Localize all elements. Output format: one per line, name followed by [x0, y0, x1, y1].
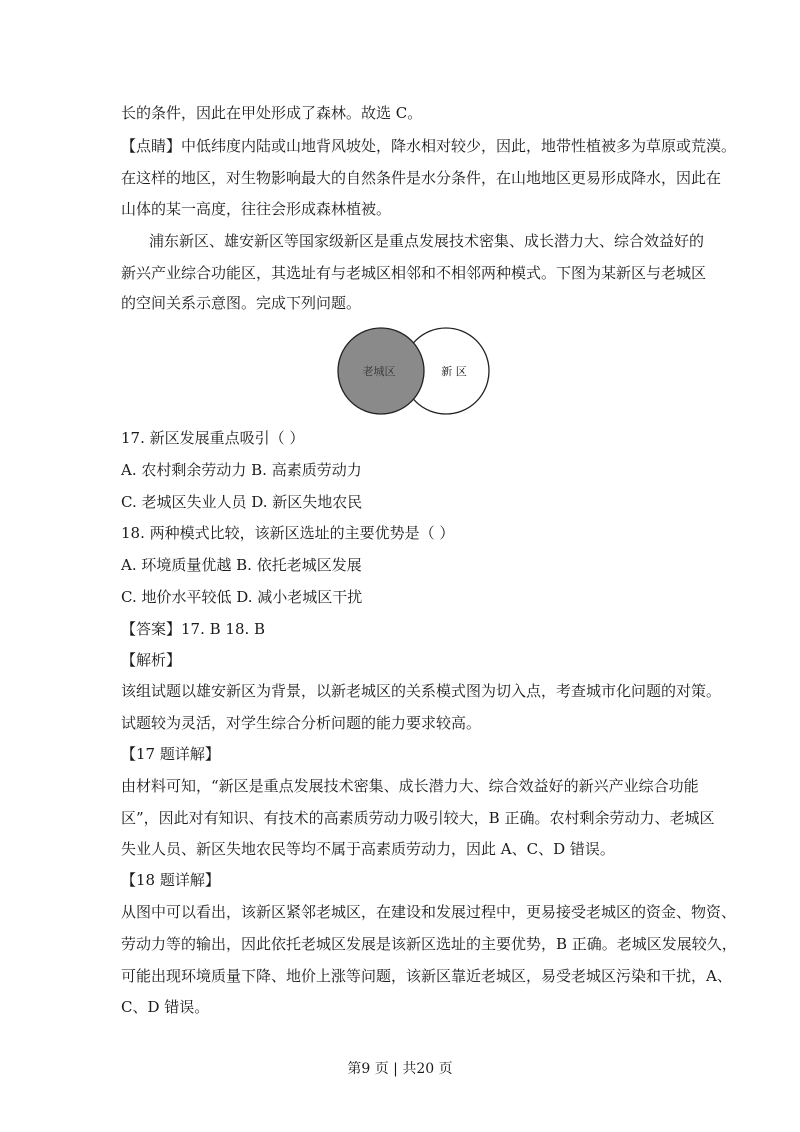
new-district-label: 新 区	[441, 365, 467, 378]
options-17-cd: C. 老城区失业人员 D. 新区失地农民	[121, 493, 363, 511]
q17-heading: 【17 题详解】	[121, 745, 220, 763]
text-line: 的空间关系示意图。完成下列问题。	[121, 294, 362, 312]
q17-line: 区”，因此对有知识、有技术的高素质劳动力吸引较大，B 正确。农村剩余劳动力、老城区	[121, 809, 715, 827]
analysis-line: 试题较为灵活，对学生综合分析问题的能力要求较高。	[121, 714, 482, 732]
text-line: 在这样的地区，对生物影响最大的自然条件是水分条件，在山地地区更易形成降水，因此在	[121, 169, 722, 187]
answer-heading: 【答案】17. B 18. B	[121, 620, 266, 638]
question-18: 18. 两种模式比较，该新区选址的主要优势是（ ）	[121, 524, 455, 542]
q18-line: C、D 错误。	[121, 998, 210, 1016]
options-17-ab: A. 农村剩余劳动力 B. 高素质劳动力	[121, 461, 362, 479]
q18-line: 劳动力等的输出，因此依托老城区发展是该新区选址的主要优势，B 正确。老城区发展较久，	[121, 935, 737, 953]
city-diagram	[336, 326, 496, 416]
text-line: 【点睛】中低纬度内陆或山地背风坡处，降水相对较少，因此，地带性植被多为草原或荒漠。	[121, 137, 737, 155]
text-line: 长的条件，因此在甲处形成了森林。故选 C。	[121, 104, 423, 122]
analysis-line: 该组试题以雄安新区为背景，以新老城区的关系模式图为切入点，考查城市化问题的对策。	[121, 682, 722, 700]
options-18-cd: C. 地价水平较低 D. 减小老城区干扰	[121, 588, 363, 606]
old-city-label: 老城区	[362, 365, 396, 378]
page-footer: 第9 页 | 共20 页	[347, 1061, 453, 1077]
q18-heading: 【18 题详解】	[121, 871, 220, 889]
q18-line: 可能出现环境质量下降、地价上涨等问题，该新区靠近老城区，易受老城区污染和干扰，A、	[121, 967, 732, 985]
q17-line: 由材料可知，“新区是重点发展技术密集、成长潜力大、综合效益好的新兴产业综合功能	[121, 777, 699, 795]
q17-line: 失业人员、新区失地农民等均不属于高素质劳动力，因此 A、C、D 错误。	[121, 840, 615, 858]
text-line: 浦东新区、雄安新区等国家级新区是重点发展技术密集、成长潜力大、综合效益好的	[149, 232, 705, 250]
text-line: 新兴产业综合功能区，其选址有与老城区相邻和不相邻两种模式。下图为某新区与老城区	[121, 264, 707, 282]
options-18-ab: A. 环境质量优越 B. 依托老城区发展	[121, 556, 362, 574]
q18-line: 从图中可以看出，该新区紧邻老城区，在建设和发展过程中，更易接受老城区的资金、物资、	[121, 903, 737, 921]
text-line: 山体的某一高度，往往会形成森林植被。	[121, 200, 392, 218]
question-17: 17. 新区发展重点吸引（ ）	[121, 429, 305, 447]
analysis-heading: 【解析】	[121, 651, 182, 669]
